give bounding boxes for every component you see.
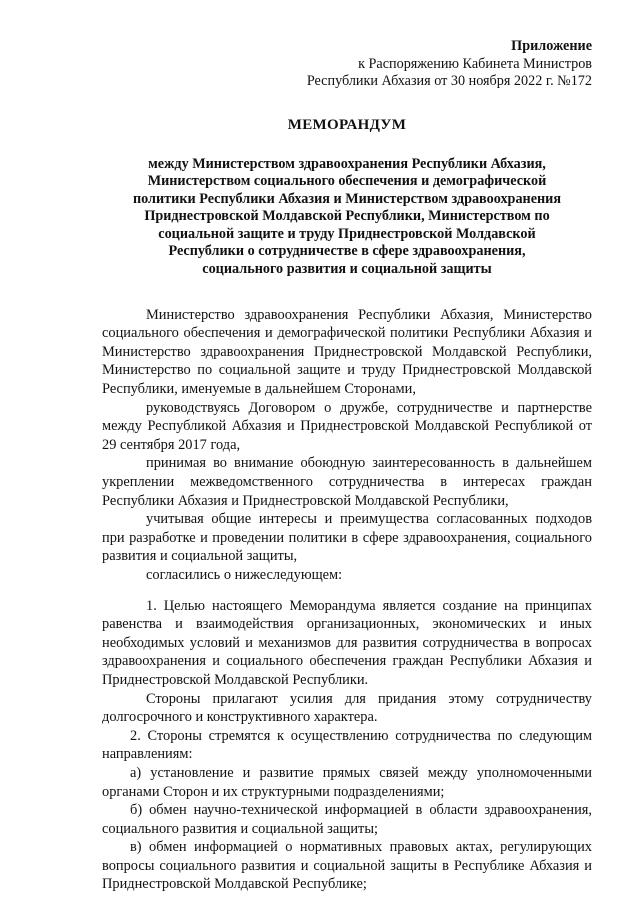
- document-subtitle: [102, 156, 592, 279]
- subtitle-line: социальной защите и труду Приднестровской Молдавской: [158, 225, 536, 242]
- paragraph-interests: учитывая общие интересы и преимущества согласованных подходов при разработке и проведении политики в сфере здравоохранения, социального развития и социальной защиты,: [102, 511, 592, 565]
- subtitle-line: Приднестровской Молдавской Республики, Министерством по: [144, 208, 550, 225]
- appendix-header: [102, 38, 592, 91]
- subtitle-line: Министерством социального обеспечения и демографической: [147, 173, 547, 190]
- document-title: МЕМОРАНДУМ: [287, 116, 407, 133]
- subtitle-line: политики Республики Абхазия и Министерством здравоохранения: [132, 190, 562, 207]
- article-2: 2. Стороны стремятся к осуществлению сотрудничества по следующим направлениям:: [102, 727, 592, 763]
- list-item-v: в) обмен информацией о нормативных правовых актах, регулирующих вопросы социального развития и социальной защиты в Республике Абхазия и Приднестровской Молдавской Республике;: [102, 839, 592, 893]
- subtitle-line: Республики о сотрудничестве в сфере здравоохранения,: [168, 243, 526, 260]
- paragraph-agreed: согласились о нижеследующем:: [146, 566, 343, 583]
- document-body: [102, 306, 592, 894]
- article-1-cont: Стороны прилагают усилия для придания этому сотрудничеству долгосрочного и конструктивного характера.: [102, 690, 592, 726]
- appendix-title: Приложение: [511, 38, 592, 54]
- appendix-line-1: к Распоряжению Кабинета Министров: [358, 55, 592, 72]
- subtitle-line: между Министерством здравоохранения Республики Абхазия,: [148, 155, 546, 172]
- article-1: 1. Целью настоящего Меморандума является создание на принципах равенства и взаимодействия организационных, экономических и иных необходимых условий и механизмов для развития сотрудничества в вопросах здравоохранения и социального обеспечения граждан Республики Абхазия и Приднестровской Молдавской Республики.: [102, 597, 592, 688]
- subtitle-line: социального развития и социальной защиты: [202, 261, 492, 278]
- appendix-line-2: Республики Абхазия от 30 ноября 2022 г. №172: [306, 73, 592, 89]
- paragraph-guided: руководствуясь Договором о дружбе, сотрудничестве и партнерстве между Республикой Абхазия и Приднестровской Молдавской Республикой от 29 сентября 2017 года,: [102, 399, 592, 453]
- list-item-b: б) обмен научно-технической информацией в области здравоохранения, социального развития и социальной защиты;: [102, 802, 592, 837]
- paragraph-parties: Министерство здравоохранения Республики Абхазия, Министерство социального обеспечения и демографической политики Республики Абхазия и Министерство здравоохранения Приднестровской Молдавской Республики, Министерство по социальной защите и труду Приднестровской Молдавской Республики, именуемые в дальнейшем Сторонами,: [102, 306, 592, 398]
- paragraph-considering: принимая во внимание обоюдную заинтересованность в дальнейшем укреплении межведомственного сотрудничества в интересах граждан Республики Абхазия и Приднестровской Молдавской Республики,: [102, 455, 592, 509]
- list-item-a: а) установление и развитие прямых связей между уполномоченными органами Сторон и их структурными подразделениями;: [102, 764, 592, 800]
